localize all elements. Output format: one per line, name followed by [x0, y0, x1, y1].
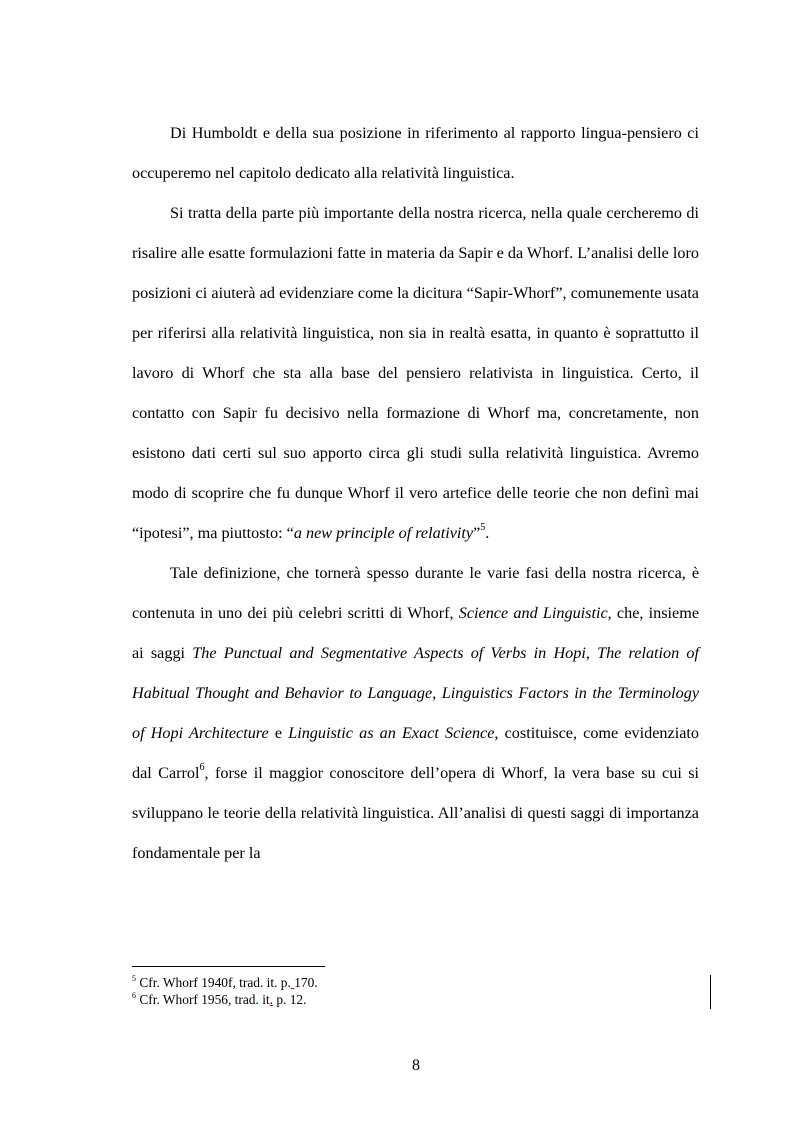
- paragraph-3-text-6: , costituisce, come evidenziato dal Carrol: [132, 724, 699, 782]
- paragraph-1: [132, 113, 699, 193]
- footnote-separator: [132, 966, 325, 967]
- title-science-and-linguistic: Science and Linguistic: [458, 604, 608, 622]
- closing-quote: ”: [473, 524, 481, 542]
- footnote-5: [132, 974, 318, 991]
- footnotes: [132, 974, 318, 1008]
- footnote-number: 6: [132, 990, 136, 1000]
- quote-principle: a new principle of relativity: [293, 524, 474, 542]
- footnote-text: Cfr. Whorf 1940f, trad. it. p.: [136, 975, 291, 990]
- footnote-6: [132, 991, 318, 1008]
- footnote-number: 5: [132, 973, 136, 983]
- paragraph-3-text-7: , forse il maggior conoscitore dell’opera di Whorf, la vera base su cui si sviluppano le teorie della relatività linguistica. All’analisi di questi saggi di importanza fondamentale per la: [132, 764, 699, 862]
- footnote-text: p. 12.: [273, 992, 307, 1007]
- change-bar: [710, 975, 711, 1009]
- title-habitual-thought: The relation of Habitual Thought and Behavior to Language: [132, 644, 700, 702]
- footnote-text: Cfr. Whorf 1956, trad. it: [136, 992, 270, 1007]
- paragraph-3-text-3: ,: [585, 644, 598, 662]
- footnote-ref-6[interactable]: 6: [199, 761, 205, 773]
- title-punctual-aspects: The Punctual and Segmentative Aspects of Verbs in Hopi: [192, 644, 586, 662]
- footnote-ref-5[interactable]: 5: [480, 521, 486, 533]
- paragraph-1-text: Di Humboldt e della sua posizione in riferimento al rapporto lingua-pensiero ci occuperemo nel capitolo dedicato alla relatività linguistica.: [132, 124, 699, 182]
- footnote-text: 170.: [294, 975, 318, 990]
- paragraph-2-text: Si tratta della parte più importante della nostra ricerca, nella quale cercheremo di risalire alle esatte formulazioni fatte in materia da Sapir e da Whorf. L’analisi delle loro posizioni ci aiuterà ad evidenziare come la dicitura “Sapir-Whorf”, comunemente usata per riferirsi alla relatività linguistica, non sia in realtà esatta, in quanto è soprattutto il lavoro di Whorf che sta alla base del pensiero relativista in linguistica. Certo, il contatto con Sapir fu decisivo nella formazione di Whorf ma, concretamente, non esistono dati certi sul suo apporto circa gli studi sulla relatività linguistica. Avremo modo di scoprire che fu dunque Whorf il vero artefice delle teorie che non definì mai “ipotesi”, ma piuttosto: “: [132, 204, 699, 542]
- title-linguistics-factors: Linguistics Factors in the Terminology of Hopi Architecture: [132, 684, 699, 742]
- title-exact-science: Linguistic as an Exact Science: [288, 724, 495, 742]
- body-text: [132, 113, 699, 873]
- paragraph-3-text-5: e: [268, 724, 289, 742]
- paragraph-2: [132, 193, 699, 553]
- paragraph-3-text-1: Tale definizione, che tornerà spesso durante le varie fasi della nostra ricerca, è contenuta in uno dei più celebri scritti di Whorf,: [132, 564, 699, 622]
- paragraph-2-end: .: [485, 524, 490, 542]
- paragraph-3-text-4: ,: [432, 684, 442, 702]
- page-number: 8: [412, 1057, 420, 1074]
- paragraph-3-text-2: , che, insieme ai saggi: [132, 604, 700, 662]
- paragraph-3: [132, 553, 699, 873]
- spellcheck-mark: .: [269, 992, 273, 1007]
